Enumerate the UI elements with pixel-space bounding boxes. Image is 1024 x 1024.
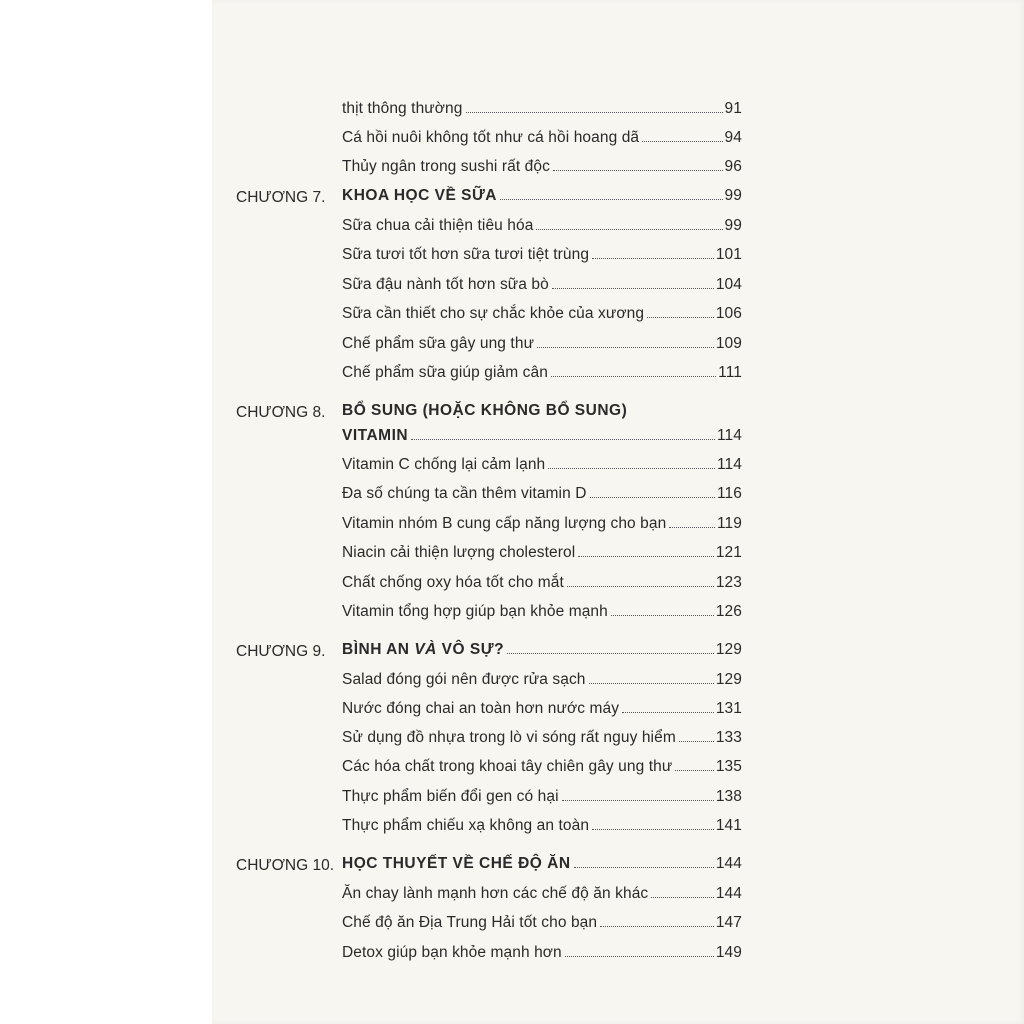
toc-entry-title: Vitamin tổng hợp giúp bạn khỏe mạnh bbox=[342, 603, 608, 620]
toc-entry bbox=[342, 456, 742, 482]
toc-chapter-head bbox=[342, 402, 742, 428]
toc-entry-page: 141 bbox=[715, 817, 742, 834]
toc-entry bbox=[342, 574, 742, 600]
leader-dots bbox=[565, 956, 714, 957]
toc-entry-page: 101 bbox=[715, 246, 742, 263]
chapter-label: CHƯƠNG 8. bbox=[236, 404, 326, 421]
toc-entry bbox=[342, 246, 742, 272]
toc-entry bbox=[342, 914, 742, 940]
toc-entry-page: 129 bbox=[715, 641, 742, 658]
toc-entry-title: Salad đóng gói nên được rửa sạch bbox=[342, 671, 586, 688]
toc-chapter bbox=[342, 187, 742, 213]
toc-entry bbox=[342, 276, 742, 302]
leader-dots bbox=[500, 199, 723, 200]
toc-entry bbox=[342, 671, 742, 697]
toc-entry-page: 114 bbox=[716, 456, 742, 473]
chapter-title-continued: VITAMIN bbox=[342, 427, 409, 444]
leader-dots bbox=[552, 288, 714, 289]
leader-dots bbox=[675, 770, 713, 771]
chapter-label: CHƯƠNG 9. bbox=[236, 643, 326, 660]
toc-chapter bbox=[342, 427, 742, 453]
toc-entry-page: 138 bbox=[715, 788, 742, 805]
leader-dots bbox=[622, 712, 714, 713]
toc-entry-page: 111 bbox=[718, 364, 742, 381]
toc-entry-title: Sữa cần thiết cho sự chắc khỏe của xương bbox=[342, 305, 645, 322]
leader-dots bbox=[578, 556, 714, 557]
chapter-title: KHOA HỌC VỀ SỮA bbox=[342, 187, 497, 204]
toc-entry-page: 104 bbox=[715, 276, 742, 293]
toc-entry-page: 116 bbox=[716, 485, 742, 502]
leader-dots bbox=[567, 586, 714, 587]
toc-entry bbox=[342, 603, 742, 629]
toc-entry bbox=[342, 885, 742, 911]
toc-entry-title: Sữa đậu nành tốt hơn sữa bò bbox=[342, 276, 549, 293]
toc-entry-page: 94 bbox=[724, 129, 742, 146]
toc-entry-title: Nước đóng chai an toàn hơn nước máy bbox=[342, 700, 620, 717]
chapter-title-part: VÔ SỰ? bbox=[436, 641, 505, 658]
chapter-title-italic: VÀ bbox=[414, 641, 437, 658]
toc-entry-title: Sữa chua cải thiện tiêu hóa bbox=[342, 217, 534, 234]
leader-dots bbox=[679, 741, 714, 742]
toc-entry bbox=[342, 544, 742, 570]
leader-dots bbox=[537, 347, 714, 348]
toc-entry-title: Thực phẩm biến đổi gen có hại bbox=[342, 788, 559, 805]
toc-entry-page: 96 bbox=[724, 158, 742, 175]
toc-chapter bbox=[342, 641, 742, 667]
leader-dots bbox=[592, 258, 714, 259]
toc-entry bbox=[342, 515, 742, 541]
leader-dots bbox=[651, 897, 714, 898]
leader-dots bbox=[647, 317, 714, 318]
toc-entry bbox=[342, 700, 742, 726]
toc-entry-title: Thực phẩm chiếu xạ không an toàn bbox=[342, 817, 590, 834]
leader-dots bbox=[551, 376, 716, 377]
toc-entry-title: Chế phẩm sữa giúp giảm cân bbox=[342, 364, 548, 381]
chapter-title bbox=[342, 641, 504, 659]
leader-dots bbox=[562, 800, 714, 801]
leader-dots bbox=[611, 615, 714, 616]
toc-entry bbox=[342, 100, 742, 126]
toc-entry-page: 133 bbox=[715, 729, 742, 746]
toc-entry-page: 131 bbox=[715, 700, 742, 717]
toc-entry-page: 121 bbox=[715, 544, 742, 561]
leader-dots bbox=[548, 468, 715, 469]
toc-entry-page: 99 bbox=[724, 187, 742, 204]
leader-dots bbox=[466, 112, 723, 113]
toc-entry bbox=[342, 729, 742, 755]
toc-entry-page: 135 bbox=[715, 758, 742, 775]
toc-entry-title: Ăn chay lành mạnh hơn các chế độ ăn khác bbox=[342, 885, 649, 902]
toc-entry-title: Thủy ngân trong sushi rất độc bbox=[342, 158, 550, 175]
leader-dots bbox=[536, 229, 722, 230]
toc-entry-page: 123 bbox=[715, 574, 742, 591]
leader-dots bbox=[589, 683, 714, 684]
toc-entry-page: 129 bbox=[715, 671, 742, 688]
toc-entry bbox=[342, 485, 742, 511]
toc-entry bbox=[342, 944, 742, 970]
leader-dots bbox=[411, 439, 715, 440]
toc-entry-title: Cá hồi nuôi không tốt như cá hồi hoang dã bbox=[342, 129, 640, 146]
toc-entry-title: Niacin cải thiện lượng cholesterol bbox=[342, 544, 576, 561]
leader-dots bbox=[600, 926, 714, 927]
toc-entry-title: Chế độ ăn Địa Trung Hải tốt cho bạn bbox=[342, 914, 598, 931]
toc-entry-page: 91 bbox=[724, 100, 742, 117]
toc-entry-page: 147 bbox=[715, 914, 742, 931]
toc-entry-title: Chế phẩm sữa gây ung thư bbox=[342, 335, 535, 352]
chapter-title: HỌC THUYẾT VỀ CHẾ ĐỘ ĂN bbox=[342, 855, 571, 872]
toc-entry-title: Sữa tươi tốt hơn sữa tươi tiệt trùng bbox=[342, 246, 590, 263]
toc-entry bbox=[342, 129, 742, 155]
toc-entry-page: 126 bbox=[715, 603, 742, 620]
chapter-label: CHƯƠNG 10. bbox=[236, 857, 335, 874]
toc-entry-title: Vitamin C chống lại cảm lạnh bbox=[342, 456, 546, 473]
toc-entry-page: 106 bbox=[715, 305, 742, 322]
toc-entry bbox=[342, 788, 742, 814]
toc-entry bbox=[342, 217, 742, 243]
chapter-title: BỔ SUNG (HOẶC KHÔNG BỔ SUNG) bbox=[342, 402, 628, 419]
leader-dots bbox=[669, 527, 715, 528]
leader-dots bbox=[642, 141, 722, 142]
toc-entry-page: 144 bbox=[715, 885, 742, 902]
leader-dots bbox=[574, 867, 714, 868]
toc-entry bbox=[342, 817, 742, 843]
toc-entry bbox=[342, 158, 742, 184]
toc-entry-title: Sử dụng đồ nhựa trong lò vi sóng rất nguy hiểm bbox=[342, 729, 676, 746]
toc-entry-page: 99 bbox=[724, 217, 742, 234]
toc-entry-page: 119 bbox=[716, 515, 742, 532]
toc-entry-page: 149 bbox=[715, 944, 742, 961]
toc-entry-title: Vitamin nhóm B cung cấp năng lượng cho bạn bbox=[342, 515, 667, 532]
toc-entry bbox=[342, 305, 742, 331]
toc-entry-title: Các hóa chất trong khoai tây chiên gây ung thư bbox=[342, 758, 673, 775]
leader-dots bbox=[553, 170, 723, 171]
toc-entry-title: Đa số chúng ta cần thêm vitamin D bbox=[342, 485, 587, 502]
toc-entry-title: Chất chống oxy hóa tốt cho mắt bbox=[342, 574, 564, 591]
leader-dots bbox=[507, 653, 714, 654]
toc-entry-page: 109 bbox=[715, 335, 742, 352]
toc-entry-page: 114 bbox=[716, 427, 742, 444]
toc-entry bbox=[342, 335, 742, 361]
leader-dots bbox=[590, 497, 715, 498]
toc-entry-page: 144 bbox=[715, 855, 742, 872]
toc-entry-title: Detox giúp bạn khỏe mạnh hơn bbox=[342, 944, 562, 961]
toc-entry bbox=[342, 364, 742, 390]
toc-entry-title: thịt thông thường bbox=[342, 100, 463, 117]
chapter-label: CHƯƠNG 7. bbox=[236, 189, 326, 206]
toc-entry bbox=[342, 758, 742, 784]
toc-chapter bbox=[342, 855, 742, 881]
leader-dots bbox=[592, 829, 714, 830]
chapter-title-part: BÌNH AN bbox=[342, 641, 415, 658]
